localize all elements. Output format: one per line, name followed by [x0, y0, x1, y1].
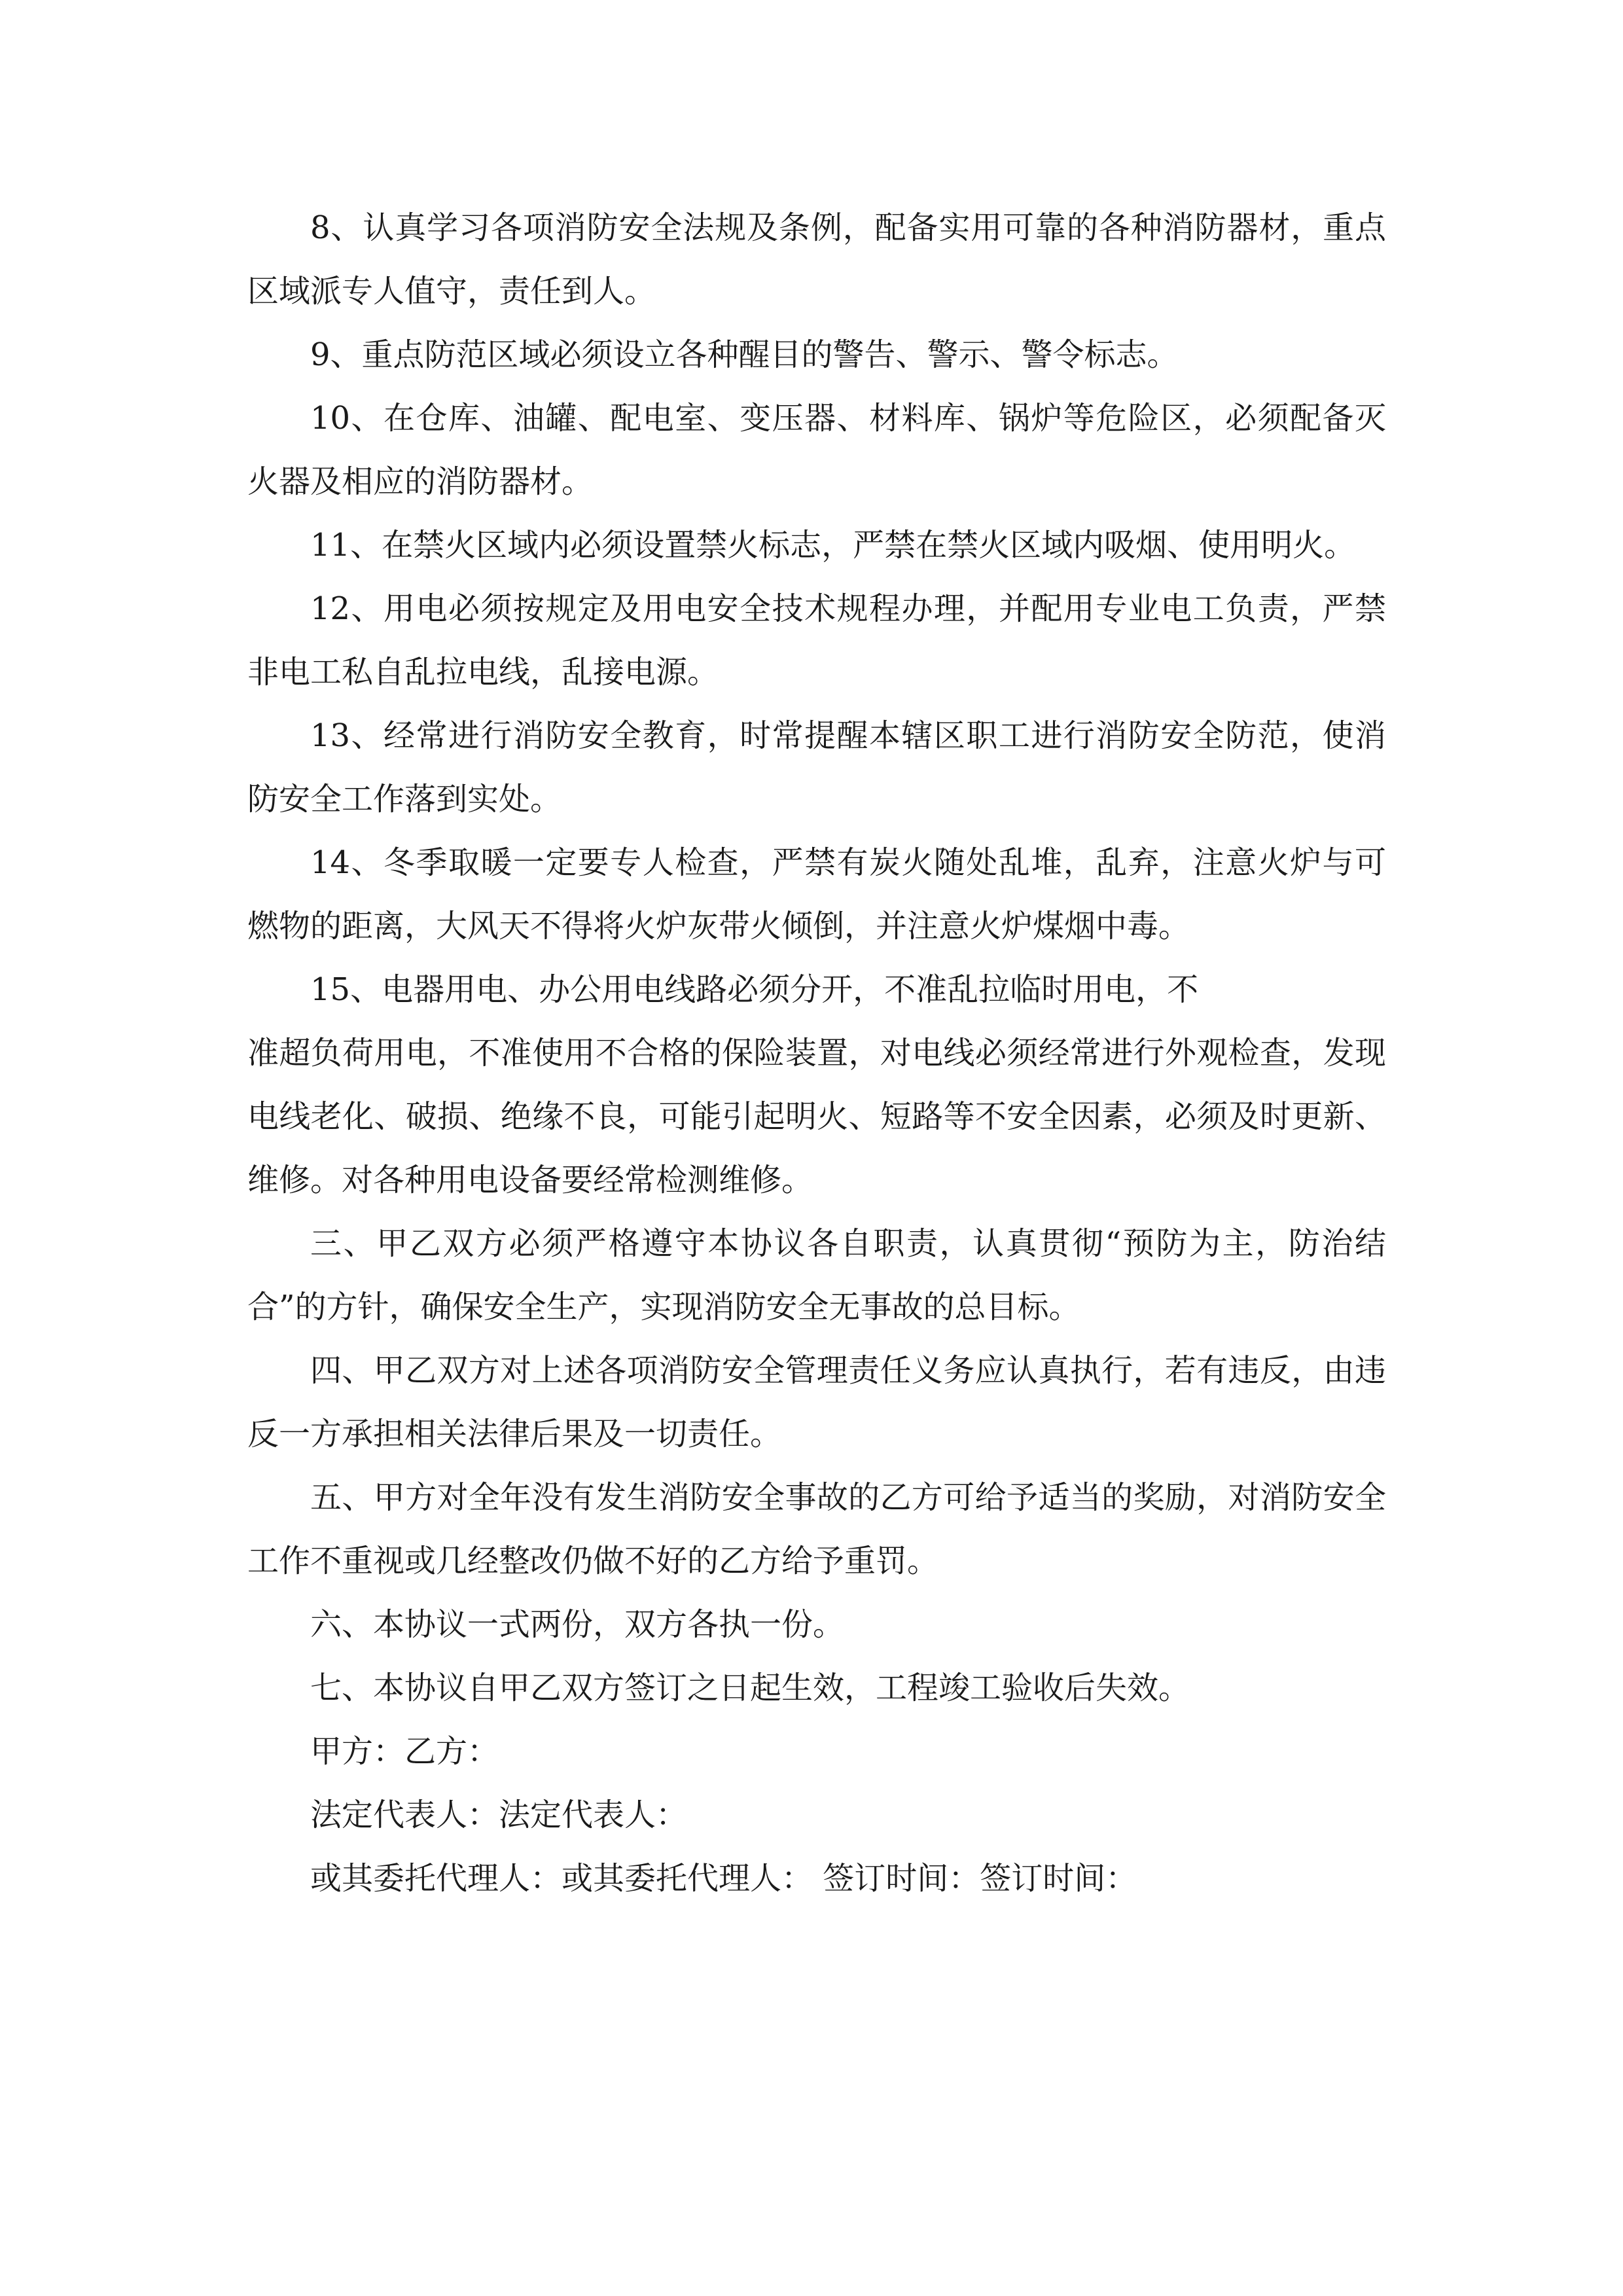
signature-parties: 甲方：乙方： [310, 1733, 499, 1770]
clause-14: 14、冬季取暖一定要专人检查，严禁有炭火随处乱堆，乱弃，注意火炉与可燃物的距离，大风天不得将火炉灰带火倾倒，并注意火炉煤烟中毒。 [247, 844, 1386, 944]
clause-13: 13、经常进行消防安全教育，时常提醒本辖区职工进行消防安全防范，使消防安全工作落到实处。 [247, 717, 1386, 817]
article-3: 三、甲乙双方必须严格遵守本协议各自职责，认真贯彻“预防为主，防治结合”的方针，确保安全生产，实现消防安全无事故的总目标。 [247, 1225, 1386, 1325]
clause-15: 15、电器用电、办公用电线路必须分开，不准乱拉临时用电，不 [310, 971, 1199, 1008]
article-7: 七、本协议自甲乙双方签订之日起生效，工程竣工验收后失效。 [310, 1670, 1190, 1706]
article-4: 四、甲乙双方对上述各项消防安全管理责任义务应认真执行，若有违反，由违反一方承担相关法律后果及一切责任。 [247, 1352, 1386, 1452]
clause-12: 12、用电必须按规定及用电安全技术规程办理，并配用专业电工负责，严禁非电工私自乱拉电线，乱接电源。 [247, 590, 1386, 691]
clause-11: 11、在禁火区域内必须设置禁火标志，严禁在禁火区域内吸烟、使用明火。 [310, 527, 1356, 564]
clause-8: 8、认真学习各项消防安全法规及条例，配备实用可靠的各种消防器材，重点区域派专人值守，责任到人。 [247, 209, 1386, 310]
document-body [247, 196, 1386, 1910]
clause-15-continued: 准超负荷用电，不准使用不合格的保险装置，对电线必须经常进行外观检查，发现电线老化、破损、绝缘不良，可能引起明火、短路等不安全因素，必须及时更新、维修。对各种用电设备要经常检测维修。 [247, 1035, 1386, 1198]
article-5: 五、甲方对全年没有发生消防安全事故的乙方可给予适当的奖励，对消防安全工作不重视或几经整改仍做不好的乙方给予重罚。 [247, 1479, 1386, 1579]
clause-9: 9、重点防范区域必须设立各种醒目的警告、警示、警令标志。 [310, 336, 1179, 373]
signature-agent-and-date: 或其委托代理人：或其委托代理人： 签订时间：签订时间： [310, 1860, 1137, 1897]
signature-legal-representative: 法定代表人：法定代表人： [310, 1797, 688, 1833]
article-6: 六、本协议一式两份，双方各执一份。 [310, 1606, 845, 1643]
clause-10: 10、在仓库、油罐、配电室、变压器、材料库、锅炉等危险区，必须配备灭火器及相应的消防器材。 [247, 400, 1386, 500]
